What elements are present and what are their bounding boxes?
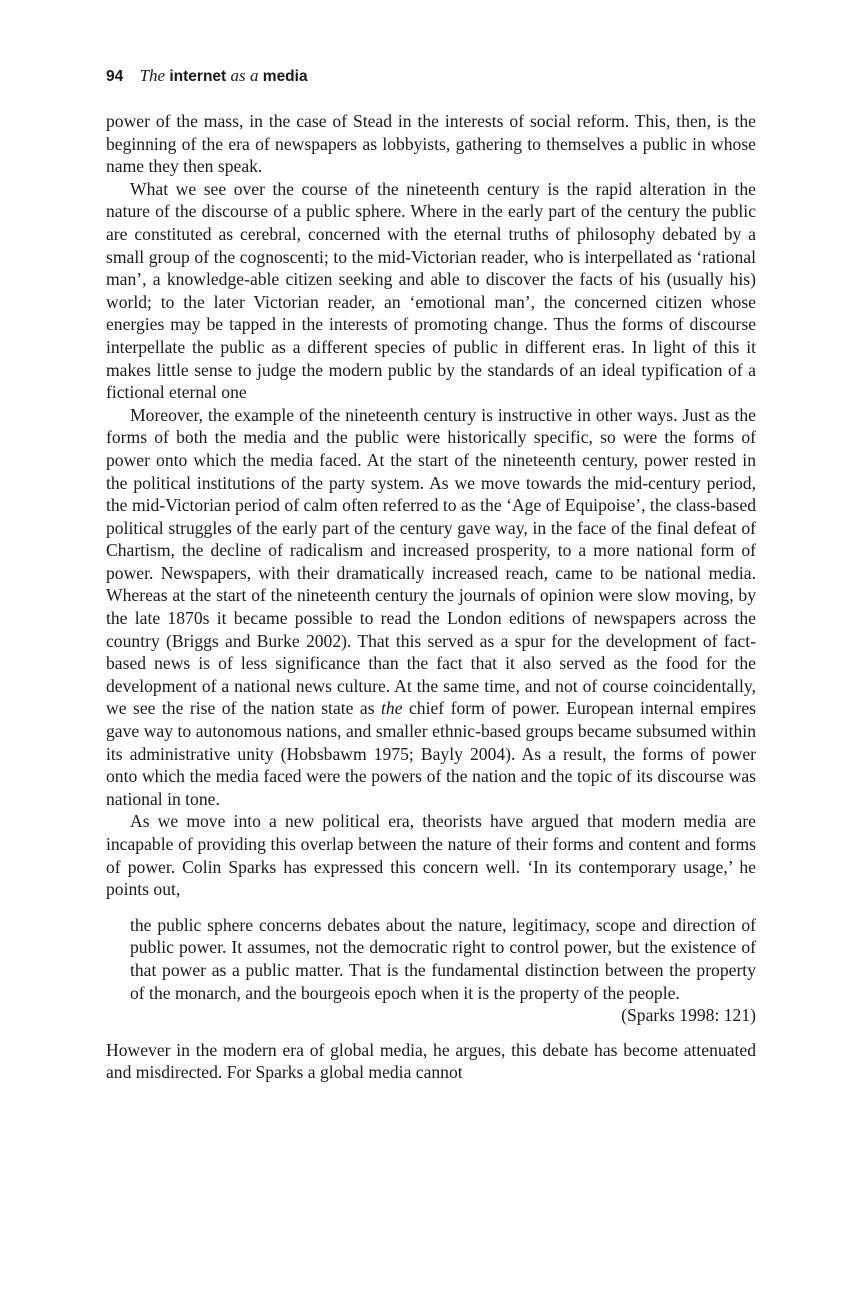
paragraph: [106, 404, 756, 811]
quote-text: the public sphere concerns debates about the nature, legitimacy, scope and direction of public power. It assumes, not the democratic right to control power, but the existence of that power as a public matter. That is the fundamental distinction between the property of the monarch, and the bourgeois epoch when it is the property of the people.: [130, 914, 756, 1003]
running-head-word: a: [249, 66, 259, 85]
running-head: [106, 64, 756, 89]
paragraph: However in the modern era of global media, he argues, this debate has become attenuated and misdirected. For Sparks a global media cannot: [106, 1039, 756, 1083]
running-head-word: media: [262, 68, 308, 85]
running-head-word: The: [139, 66, 166, 85]
book-page: [106, 64, 756, 1084]
quote-citation: (Sparks 1998: 121): [621, 1005, 756, 1026]
paragraph: power of the mass, in the case of Stead in the interests of social reform. This, then, is the beginning of the era of newspapers as lobbyists, gathering to themselves a public in whose name they then speak.: [106, 111, 756, 177]
paragraph-text: chief form of power. European internal empires gave way to autonomous nations, and smaller ethnic-based groups became subsumed within its administrative unity (Hobsbawm 1975; Bayly 2004). As a result, the forms of power onto which the media faced were the powers of the nation and the topic of its discourse was national in tone.: [106, 698, 756, 809]
paragraph: As we move into a new political era, theorists have argued that modern media are incapable of providing this overlap between the nature of their forms and content and forms of power. Colin Sparks has expressed this concern well. ‘In its contemporary usage,’ he points out,: [106, 811, 756, 900]
emphasized-word: the: [381, 698, 403, 719]
paragraph-text: Moreover, the example of the nineteenth century is instructive in other ways. Just as the forms of both the media and the public were historically specific, so were the forms of power onto which the media faced. At the start of the nineteenth century, power rested in the political institutions of the party system. As we move towards the mid-century period, the mid-Victorian period of calm often referred to as the ‘Age of Equipoise’, the class-based political struggles of the early part of the century gave way, in the face of the final defeat of Chartism, the decline of radicalism and increased prosperity, to a more national form of power. Newspapers, with their dramatically increased reach, came to be national media. Whereas at the start of the nineteenth century the journals of opinion were slow moving, by the late 1870s it became possible to read the London editions of newspapers across the country (Briggs and Burke 2002). That this served as a spur for the development of fact-based news is of less significance than the fact that it also served as the food for the development of a national news culture. At the same time, and not of course coincidentally, we see the rise of the nation state as: [106, 404, 756, 719]
page-number: 94: [106, 68, 124, 85]
running-head-word: internet: [169, 68, 227, 85]
body-text: [106, 110, 756, 901]
body-text-continued: [106, 1039, 756, 1084]
paragraph: What we see over the course of the nineteenth century is the rapid alteration in the nature of the discourse of a public sphere. Where in the early part of the century the public are constituted as cerebral, concerned with the eternal truths of philosophy debated by a small group of the cognoscenti; to the mid-Victorian reader, who is interpellated as ‘rational man’, a knowledge-able citizen seeking and able to discover the facts of his (usually his) world; to the later Victorian reader, an ‘emotional man’, the concerned citizen whose energies may be tapped in the interests of promoting change. Thus the forms of discourse interpellate the public as a different species of public in different eras. In light of this it makes little sense to judge the modern public by the standards of an ideal typification of a fictional eternal one: [106, 178, 756, 403]
running-head-word: as: [230, 66, 246, 85]
block-quote: [130, 914, 756, 1027]
